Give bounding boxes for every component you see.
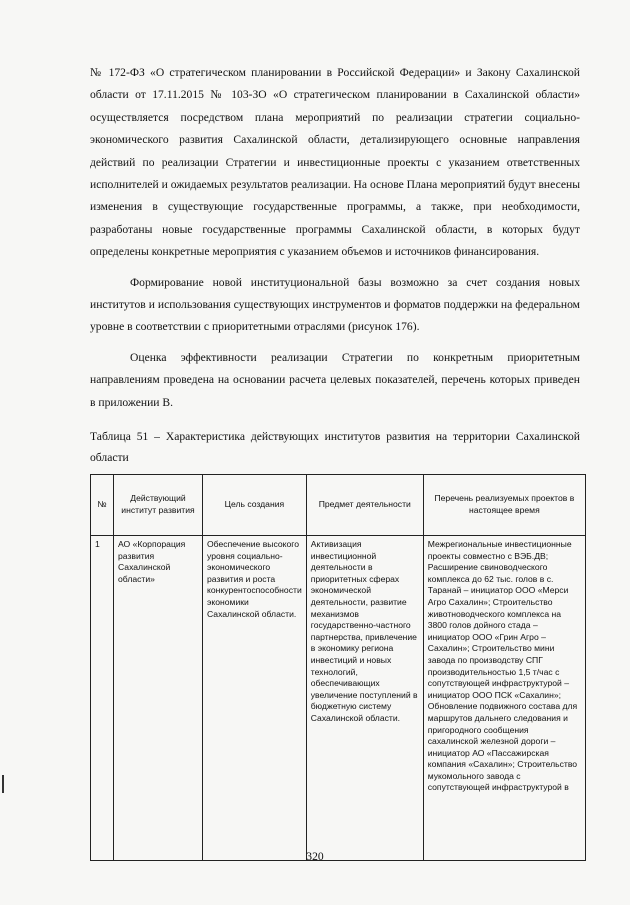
paragraph-3: Оценка эффективности реализации Стратегии по конкретным приоритетным направлениям проведена на основании расчета целевых показателей, перечень которых приведен в приложении В. xyxy=(90,350,580,409)
page-number: 320 xyxy=(306,850,324,863)
header-institute: Действующий институт развития xyxy=(114,475,203,536)
table-header-row xyxy=(91,475,586,536)
paragraph-2: Формирование новой институциональной базы возможно за счет создания новых институтов и использования существующих инструментов и форматов поддержки на федеральном уровне в соответствии с приоритетными отраслями (рисунок 176). xyxy=(90,275,580,334)
header-goal: Цель создания xyxy=(203,475,307,536)
cell-institute: АО «Корпорация развития Сахалинской области» xyxy=(114,536,203,861)
paragraph-1: № 172-ФЗ «О стратегическом планировании в Российской Федерации» и Закону Сахалинской области от 17.11.2015 № 103-ЗО «О стратегическом планировании в Сахалинской области» осуществляется посредством плана мероприятий по реализации стратегии социально-экономического развития Сахалинской области, детализирующего основные направления действий по реализации Стратегии и инвестиционные проекты с указанием ответственных исполнителей и ожидаемых результатов реализации. На основе Плана мероприятий будут внесены изменения в существующие государственные программы, а также, при необходимости, разработаны новые государственные программы Сахалинской области, в которых будут определены конкретные мероприятия с указанием объемов и источников финансирования. xyxy=(90,66,580,259)
cell-num: 1 xyxy=(91,536,114,861)
cell-projects: Межрегиональные инвестиционные проекты совместно с ВЭБ.ДВ; Расширение свиноводческого комплекса до 62 тыс. голов в с. Таранай – инициатор ООО «Мерси Агро Сахалин»; Строительство животноводческого комплекса на 3800 голов дойного стада – инициатор ООО «Грин Агро – Сахалин»; Строительство мини завода по производству СПГ производительностью 1,5 т/час с сопутствующей инфраструктурой – инициатор ООО ПСК «Сахалин»; Обновление подвижного состава для маршрутов дальнего следования и пригородного сообщения сахалинской железной дороги – инициатор АО «Пассажирская компания «Сахалин»; Строительство мукомольного завода с сопутствующей инфраструктурой в xyxy=(423,536,585,861)
header-activity: Предмет деятельности xyxy=(306,475,423,536)
table-row xyxy=(91,536,586,861)
cell-goal: Обеспечение высокого уровня социально-экономического развития и роста конкурентоспособности экономики Сахалинской области. xyxy=(203,536,307,861)
header-projects: Перечень реализуемых проектов в настоящее время xyxy=(423,475,585,536)
institutes-table xyxy=(90,474,586,861)
scan-edge-mark xyxy=(2,775,4,793)
body-text xyxy=(90,62,580,422)
table-caption: Таблица 51 – Характеристика действующих институтов развития на территории Сахалинской области xyxy=(90,430,580,464)
cell-activity: Активизация инвестиционной деятельности в приоритетных сферах экономической деятельности, развитие механизмов государственно-частного партнерства, привлечение в экономику региона инвестиций и новых технологий, обеспечивающих увеличение поступлений в бюджетную систему Сахалинской области. xyxy=(306,536,423,861)
header-num: № xyxy=(91,475,114,536)
